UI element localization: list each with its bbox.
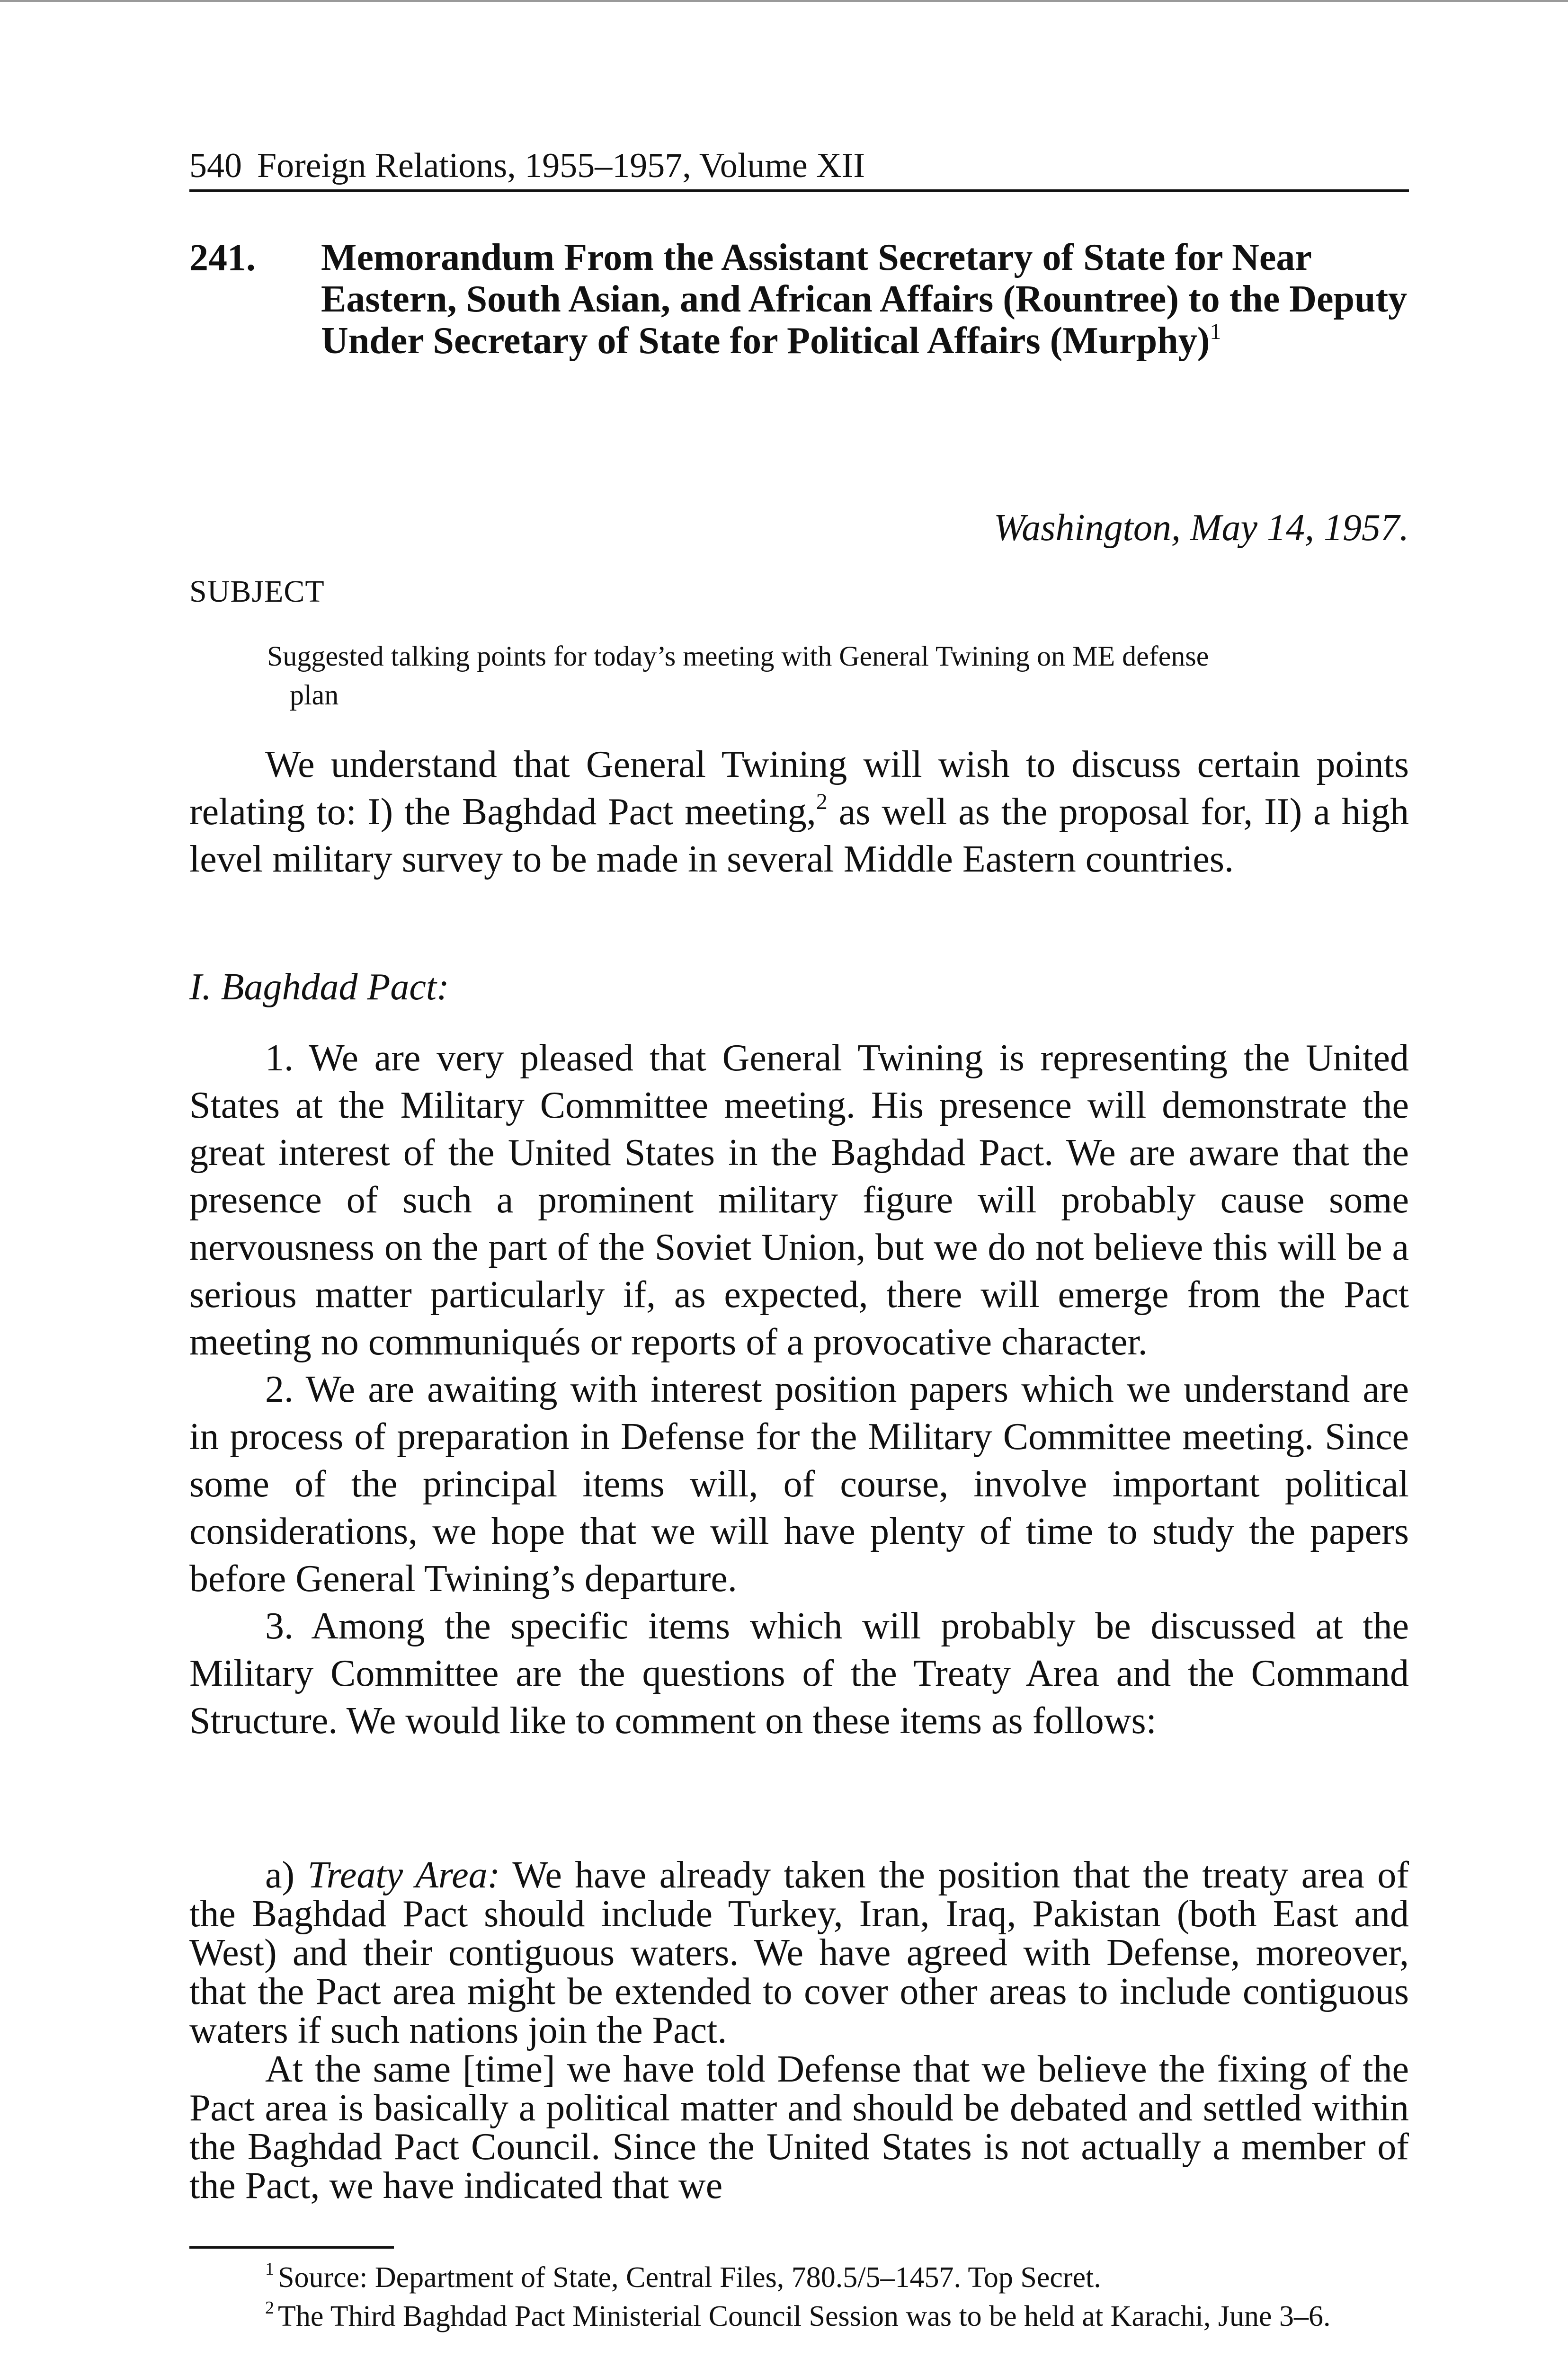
document-title-text: Memorandum From the Assistant Secretary of State for Near Eastern, South Asian, and African Affairs (Rountree) to the Deputy Under Secretary of State for Political Affairs (Murphy) bbox=[321, 237, 1408, 362]
paragraph-3: 3. Among the specific items which will probably be discussed at the Military Committee are the questions of the Treaty Area and the Command Structure. We would like to comment on these items as follows: bbox=[189, 1605, 1409, 1742]
footnote-2-marker: 2 bbox=[265, 2298, 274, 2318]
footnote-1 bbox=[189, 2258, 1409, 2297]
paragraph-2: 2. We are awaiting with interest position papers which we understand are in process of preparation in Defense for the Military Committee meeting. Since some of the principal items will, of course, involve important political considerations, we hope that we will have plenty of time to study the papers before General Twining’s departure. bbox=[189, 1369, 1409, 1600]
intro-text-2: as well as the proposal for, II) a high level military survey to be made in several Middle Eastern countries. bbox=[189, 791, 1409, 880]
subject-line-1: Suggested talking points for today’s meeting with General Twining on ME defense bbox=[267, 641, 1209, 672]
paragraph-1: 1. We are very pleased that General Twining is representing the United States at the Military Committee meeting. His presence will demonstrate the great interest of the United States in the Baghdad Pact. We are aware that the presence of such a prominent military figure will probably cause some nervousness on the part of the Soviet Union, but we do not believe this will be a serious matter particularly if, as expected, there will emerge from the Pact meeting no communiqués or reports of a provocative character. bbox=[189, 1037, 1409, 1363]
document-number: 241. bbox=[189, 237, 256, 279]
section-heading: I. Baghdad Pact: bbox=[189, 966, 449, 1008]
footnote-1-text: Source: Department of State, Central Files, 780.5/5–1457. Top Secret. bbox=[278, 2261, 1101, 2294]
intro-text-1: We understand that General Twining will wish to discuss certain points relating to: I) the Baghdad Pact meeting, bbox=[189, 744, 1409, 833]
running-head bbox=[189, 142, 1409, 192]
treaty-area-heading: Treaty Area: bbox=[307, 1854, 500, 1896]
footnotes bbox=[189, 2258, 1409, 2336]
paragraph-4-label: a) bbox=[265, 1854, 308, 1896]
intro-paragraph bbox=[189, 741, 1409, 883]
treaty-area-block bbox=[189, 1856, 1409, 2205]
dateline: Washington, May 14, 1957. bbox=[993, 507, 1409, 549]
subject-label: SUBJECT bbox=[189, 574, 325, 609]
subject-text bbox=[267, 637, 1409, 714]
volume-title: Foreign Relations, 1955–1957, Volume XII bbox=[257, 146, 865, 185]
page-number: 540 bbox=[189, 146, 242, 185]
paragraph-5: At the same [time] we have told Defense that we believe the fixing of the Pact area is basically a political matter and should be debated and settled within the Baghdad Pact Council. Since the United States is not actually a member of the Pact, we have indicated that we bbox=[189, 2048, 1409, 2207]
footnote-2 bbox=[189, 2297, 1409, 2336]
footnote-divider bbox=[189, 2246, 394, 2249]
footnote-1-marker: 1 bbox=[265, 2259, 274, 2279]
footnote-ref-1: 1 bbox=[1210, 319, 1221, 344]
footnote-2-text: The Third Baghdad Pact Ministerial Council Session was to be held at Karachi, June 3–6. bbox=[278, 2300, 1331, 2332]
document-title bbox=[321, 237, 1410, 362]
main-paragraphs bbox=[189, 1034, 1409, 1744]
subject-line-2: plan bbox=[290, 679, 339, 711]
paragraph-4-text: We have already taken the position that the treaty area of the Baghdad Pact should include Turkey, Iran, Iraq, Pakistan (both East and West) and their contiguous waters. We have agreed with Defense, moreover, that the Pact area might be extended to cover other areas to include contiguous waters if such nations join the Pact. bbox=[189, 1854, 1409, 2051]
paragraph-4 bbox=[189, 1856, 1409, 2050]
footnote-ref-2: 2 bbox=[816, 789, 828, 814]
